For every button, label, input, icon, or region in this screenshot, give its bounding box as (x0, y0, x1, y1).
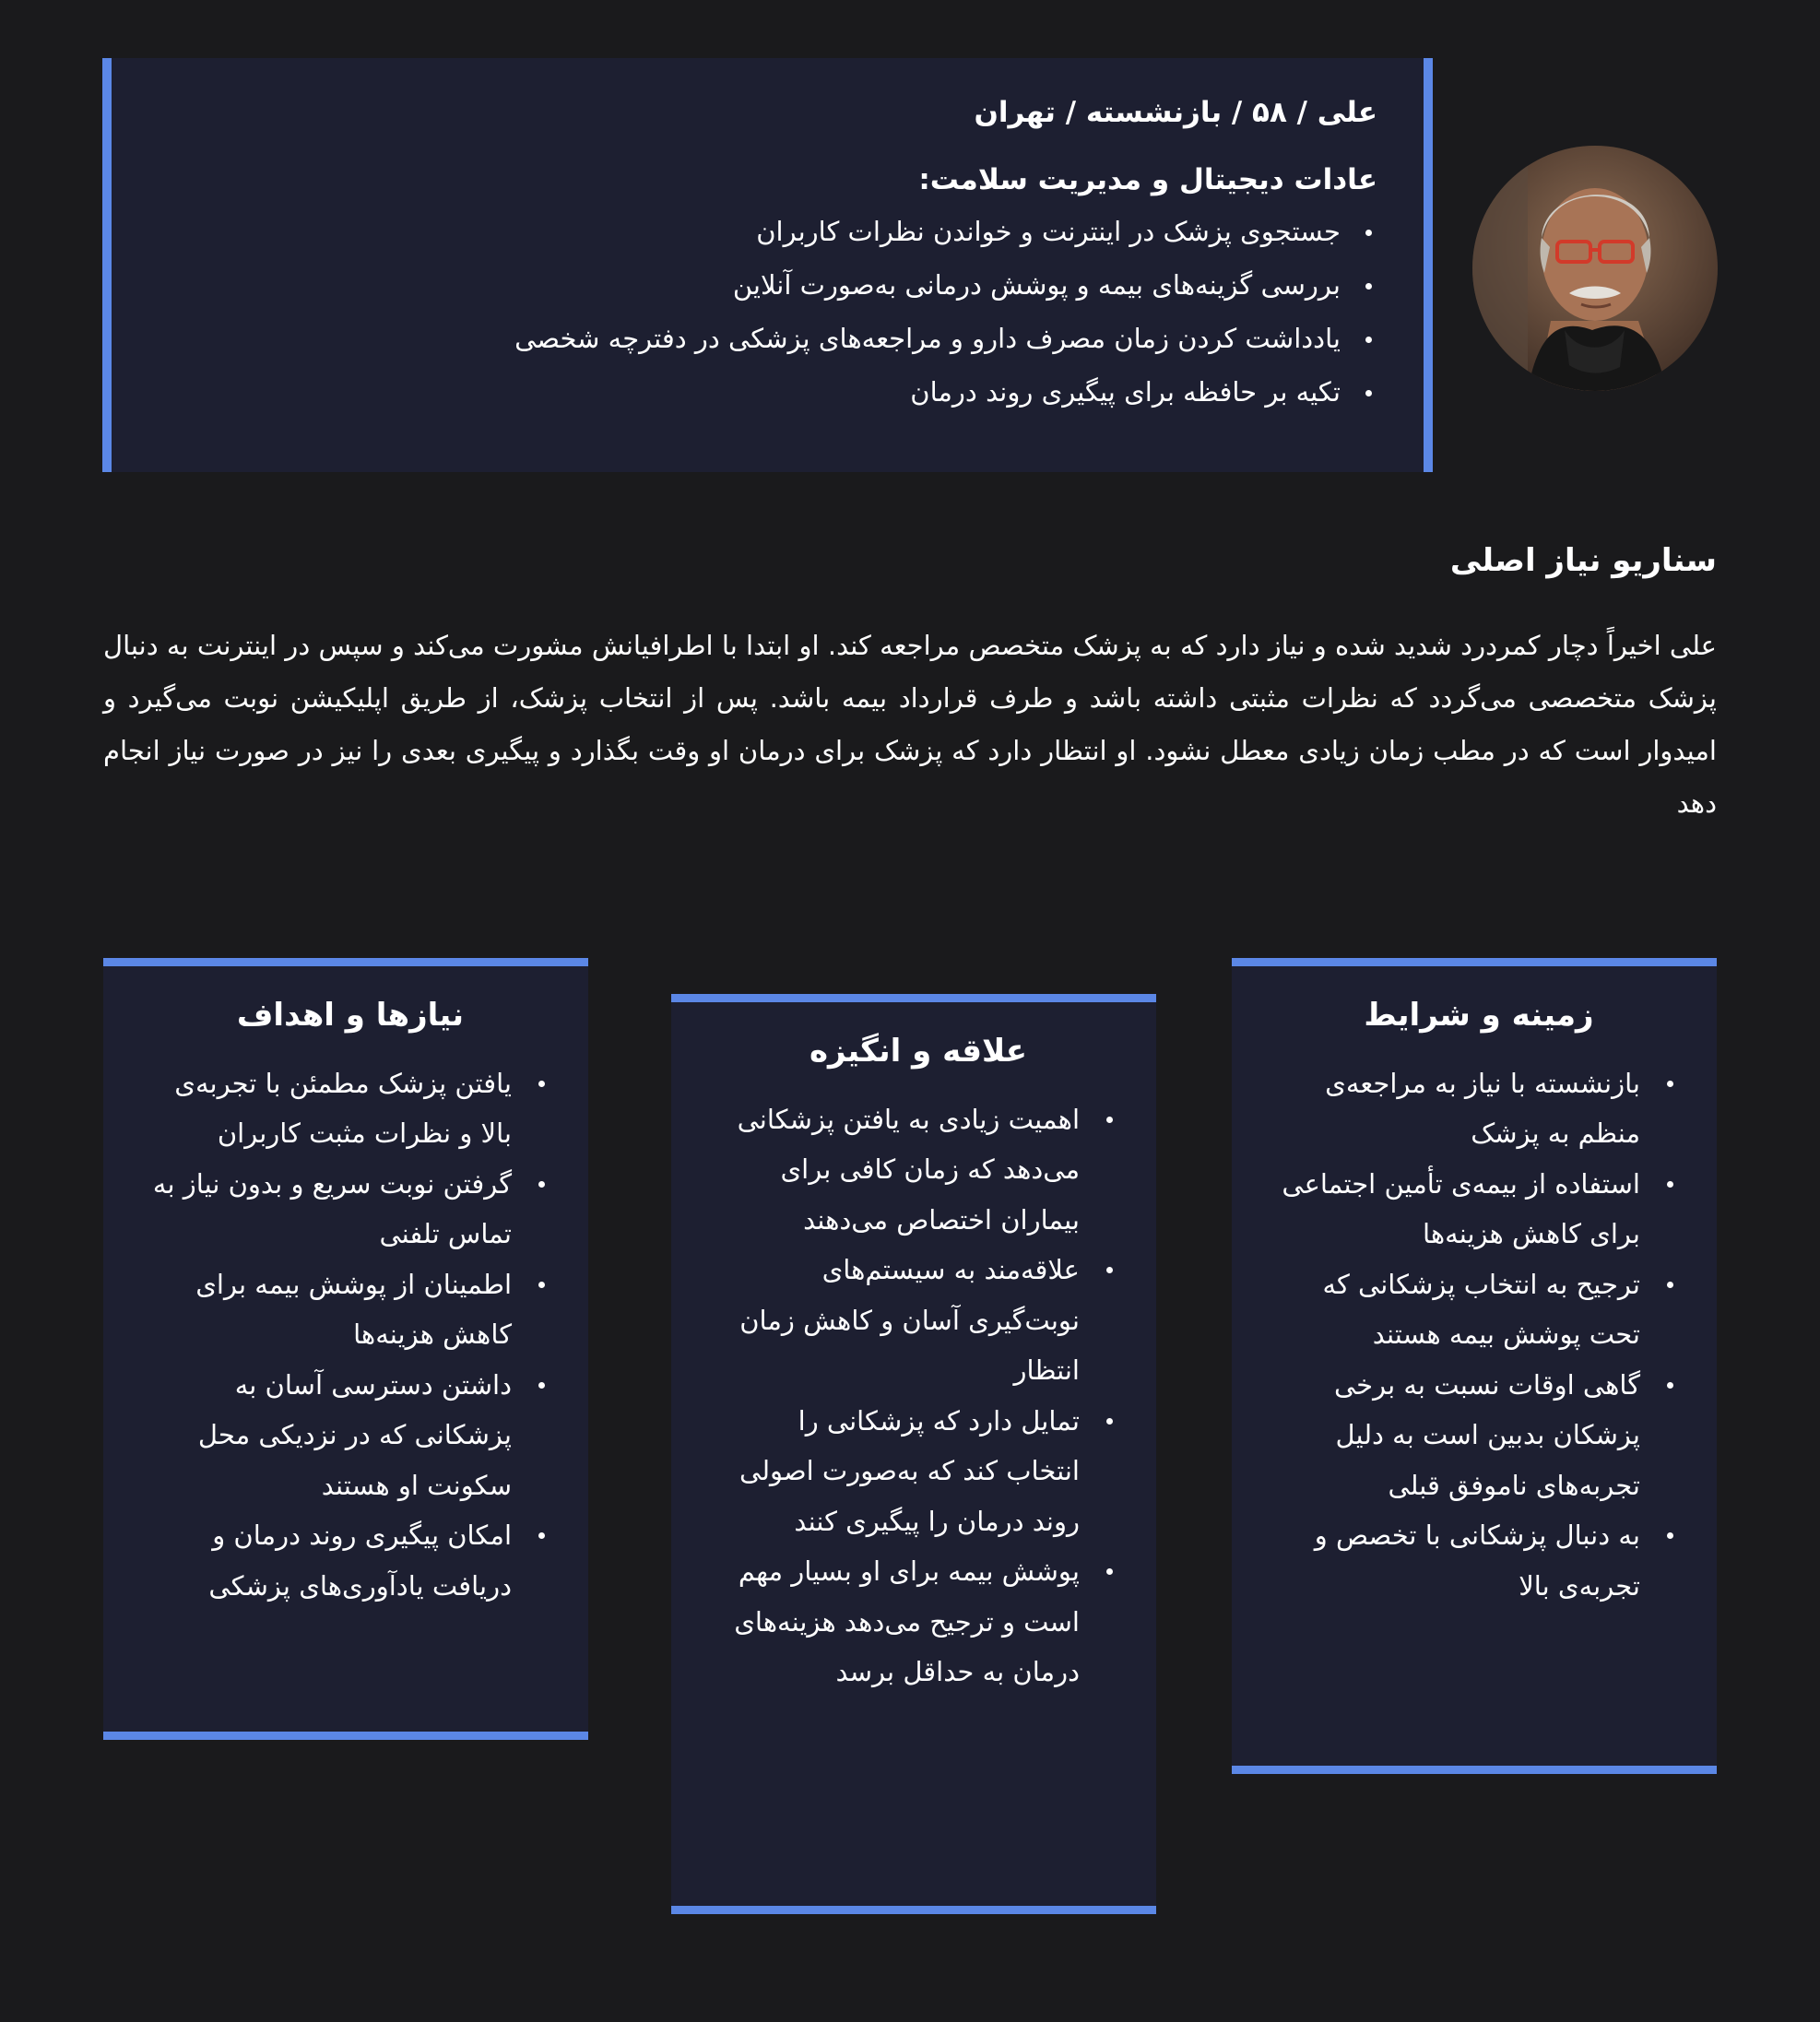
habits-heading: عادات دیجیتال و مدیریت سلامت: (918, 163, 1377, 197)
list-item: علاقه‌مند به سیستم‌های نوبت‌گیری آسان و کاهش زمان انتظار (717, 1245, 1080, 1396)
list-item: ترجیح به انتخاب پزشکانی که تحت پوشش بیمه هستند (1278, 1259, 1640, 1360)
scenario-heading: سناریو نیاز اصلی (1449, 542, 1717, 579)
avatar-portrait-image (1472, 146, 1718, 391)
avatar (1472, 146, 1718, 391)
list-item: گاهی اوقات نسبت به برخی پزشکان بدبین است به دلیل تجربه‌های ناموفق قبلی (1278, 1360, 1640, 1511)
list-item: پوشش بیمه برای او بسیار مهم است و ترجیح می‌دهد هزینه‌های درمان به حداقل برسد (717, 1546, 1080, 1697)
list-item: استفاده از بیمه‌ی تأمین اجتماعی برای کاهش هزینه‌ها (1278, 1159, 1640, 1259)
list-item: به دنبال پزشکانی با تخصص و تجربه‌ی بالا (1278, 1510, 1640, 1611)
card-needs-goals (103, 958, 588, 1740)
card-context-conditions (1232, 958, 1717, 1774)
list-item: یافتن پزشک مطمئن با تجربه‌ی بالا و نظرات مثبت کاربران (149, 1058, 512, 1159)
card-list (1278, 1058, 1680, 1612)
card-title: علاقه و انگیزه (809, 1033, 1028, 1070)
card-list (717, 1094, 1119, 1697)
list-item: داشتن دسترسی آسان به پزشکانی که در نزدیکی محل سکونت او هستند (149, 1360, 512, 1511)
list-item: اطمینان از پوشش بیمه برای کاهش هزینه‌ها (149, 1259, 512, 1360)
list-item: تکیه بر حافظه برای پیگیری روند درمان (158, 365, 1341, 419)
card-interest-motivation (671, 994, 1156, 1914)
card-title: نیازها و اهداف (236, 997, 465, 1034)
list-item: گرفتن نوبت سریع و بدون نیاز به تماس تلفنی (149, 1159, 512, 1259)
persona-title: علی / ۵۸ / بازنشسته / تهران (974, 96, 1377, 129)
card-title: زمینه و شرایط (1364, 997, 1594, 1034)
list-item: بررسی گزینه‌های بیمه و پوشش درمانی به‌صورت آنلاین (158, 258, 1341, 312)
list-item: بازنشسته با نیاز به مراجعه‌ی منظم به پزشک (1278, 1058, 1640, 1159)
habits-list (158, 205, 1377, 419)
scenario-body: علی اخیراً دچار کمردرد شدید شده و نیاز دارد که به پزشک متخصص مراجعه کند. او ابتدا با اطرافیانش مشورت می‌کند و سپس در اینترنت به دنبال پزشک متخصصی می‌گردد که نظرات مثبتی داشته باشد و طرف قرارداد بیمه باشد. پس از انتخاب پزشک، از طریق اپلیکیشن نوبت می‌گیرد و امیدوار است که در مطب زمان زیادی معطل نشود. او انتظار دارد که پزشک برای درمان او وقت بگذارد و پیگیری بعدی را نیز در صورت نیاز انجام دهد (103, 630, 1717, 819)
list-item: تمایل دارد که پزشکانی را انتخاب کند که به‌صورت اصولی روند درمان را پیگیری کنند (717, 1396, 1080, 1547)
list-item: یادداشت کردن زمان مصرف دارو و مراجعه‌های پزشکی در دفترچه شخصی (158, 312, 1341, 365)
list-item: امکان پیگیری روند درمان و دریافت یادآوری‌های پزشکی (149, 1510, 512, 1611)
persona-panel (102, 58, 1433, 472)
list-item: جستجوی پزشک در اینترنت و خواندن نظرات کاربران (158, 205, 1341, 258)
list-item: اهمیت زیادی به یافتن پزشکانی می‌دهد که زمان کافی برای بیماران اختصاص می‌دهند (717, 1094, 1080, 1246)
card-list (149, 1058, 551, 1612)
